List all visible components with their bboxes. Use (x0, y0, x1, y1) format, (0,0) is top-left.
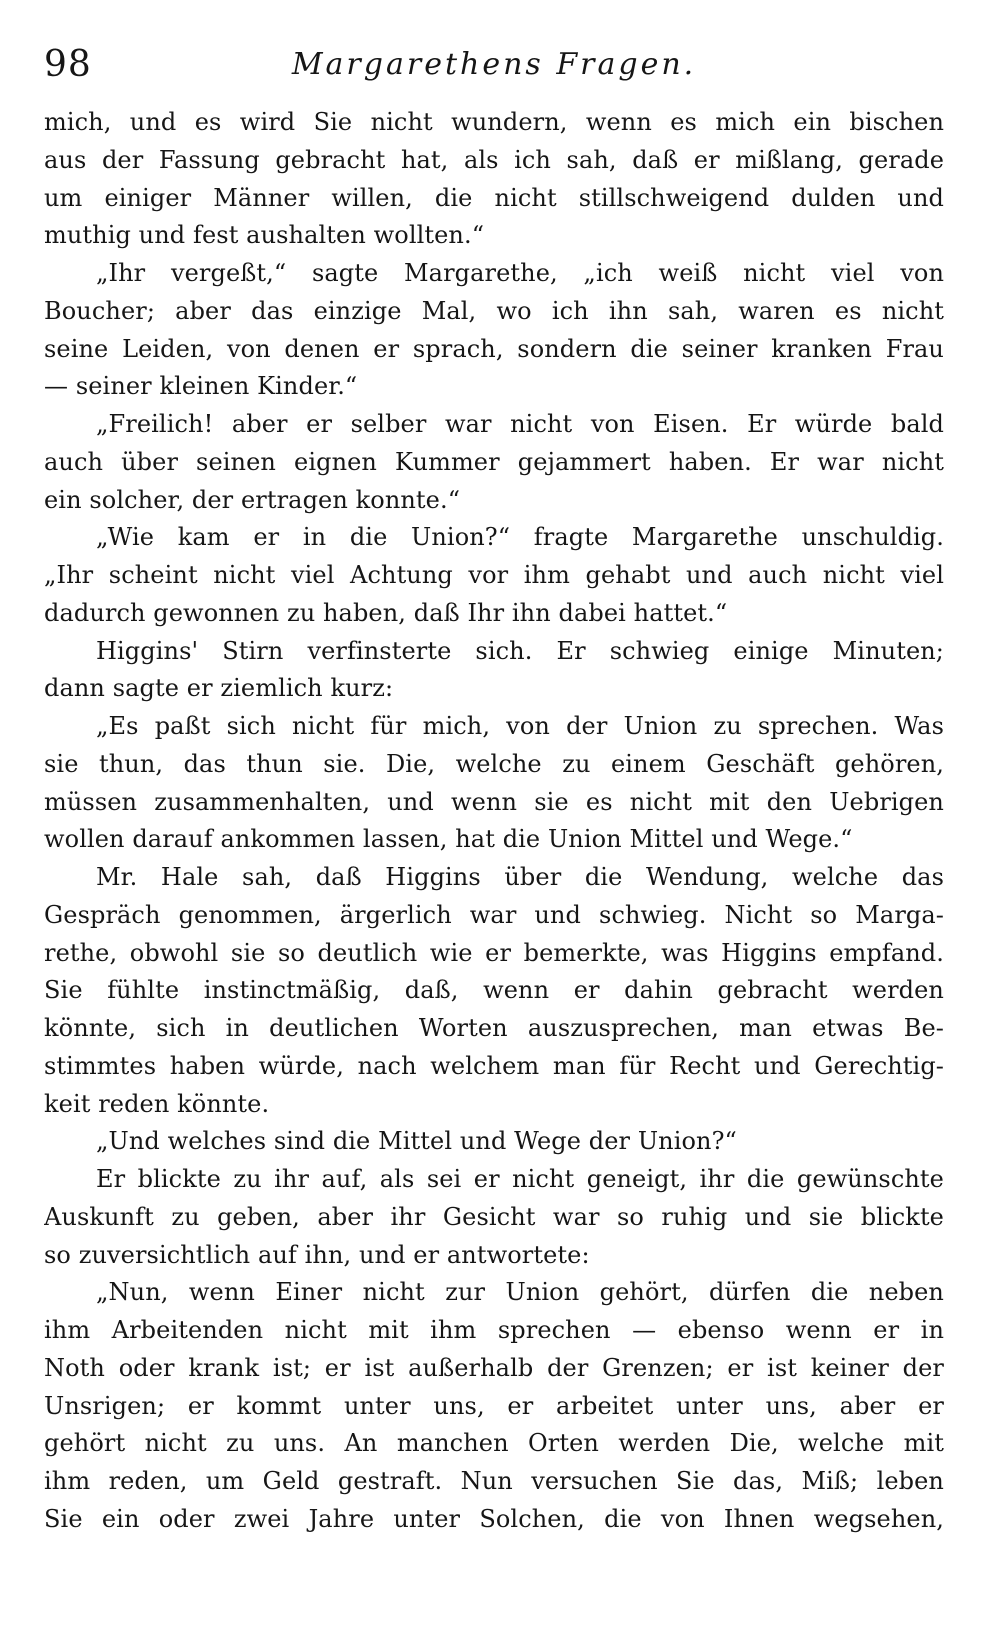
text-line: Auskunft zu geben, aber ihr Gesicht war so ruhig und sie blickte (44, 1202, 944, 1231)
text-line: so zuversichtlich auf ihn, und er antwortete: (44, 1240, 590, 1269)
text-line: ihm reden, um Geld gestraft. Nun versuchen Sie das, Miß; leben (44, 1467, 944, 1495)
text-line: sie thun, das thun sie. Die, welche zu einem Geschäft gehören, (44, 749, 944, 778)
text-line: seine Leiden, von denen er sprach, sondern die seiner kranken Frau (44, 334, 944, 363)
text-line: „Nun, wenn Einer nicht zur Union gehört, dürfen die neben (96, 1278, 944, 1307)
text-line: Gespräch genommen, ärgerlich war und schwieg. Nicht so Marga- (44, 900, 944, 929)
text-line: dadurch gewonnen zu haben, daß Ihr ihn dabei hattet.“ (44, 598, 728, 627)
text-line: dann sagte er ziemlich kurz: (44, 674, 394, 703)
text-line: auch über seinen eignen Kummer gejammert haben. Er war nicht (44, 447, 944, 476)
text-line: keit reden könnte. (44, 1089, 270, 1118)
text-line: Sie ein oder zwei Jahre unter Solchen, die von Ihnen wegsehen, (44, 1504, 944, 1533)
text-line: müssen zusammenhalten, und wenn sie es nicht mit den Uebrigen (44, 787, 944, 816)
text-line: könnte, sich in deutlichen Worten auszusprechen, man etwas Be- (44, 1014, 944, 1042)
text-line: gehört nicht zu uns. An manchen Orten werden Die, welche mit (44, 1429, 944, 1458)
page-header (44, 40, 944, 90)
text-line: muthig und fest aushalten wollten.“ (44, 221, 485, 250)
text-line: „Wie kam er in die Union?“ fragte Margarethe unschuldig. (96, 523, 944, 552)
text-line: Boucher; aber das einzige Mal, wo ich ihn sah, waren es nicht (44, 296, 944, 325)
text-line: Sie fühlte instinctmäßig, daß, wenn er dahin gebracht werden (44, 976, 944, 1005)
page-number: 98 (44, 44, 92, 85)
text-line: Er blickte zu ihr auf, als sei er nicht geneigt, ihr die gewünschte (96, 1165, 944, 1193)
text-line: Higgins' Stirn verfinsterte sich. Er schwieg einige Minuten; (96, 636, 944, 665)
text-line: Mr. Hale sah, daß Higgins über die Wendung, welche das (96, 863, 944, 891)
body-text (44, 104, 944, 1539)
text-line: „Ihr scheint nicht viel Achtung vor ihm gehabt und auch nicht viel (44, 561, 944, 589)
text-line: — seiner kleinen Kinder.“ (44, 372, 358, 401)
text-line: ein solcher, der ertragen konnte.“ (44, 485, 461, 514)
text-line: wollen darauf ankommen lassen, hat die Union Mittel und Wege.“ (44, 825, 853, 854)
text-line: Unsrigen; er kommt unter uns, er arbeitet unter uns, aber er (44, 1391, 944, 1420)
text-line: aus der Fassung gebracht hat, als ich sah, daß er mißlang, gerade (44, 145, 944, 174)
text-line: mich, und es wird Sie nicht wundern, wenn es mich ein bischen (44, 108, 944, 136)
running-title: Margarethens Fragen. (291, 47, 697, 82)
text-line: „Und welches sind die Mittel und Wege der Union?“ (96, 1127, 737, 1156)
text-line: Noth oder krank ist; er ist außerhalb der Grenzen; er ist keiner der (44, 1353, 944, 1382)
text-line: „Ihr vergeßt,“ sagte Margarethe, „ich weiß nicht viel von (96, 259, 944, 287)
text-line: „Es paßt sich nicht für mich, von der Union zu sprechen. Was (96, 712, 944, 740)
text-line: „Freilich! aber er selber war nicht von Eisen. Er würde bald (96, 410, 944, 438)
text-line: stimmtes haben würde, nach welchem man für Recht und Gerechtig- (44, 1051, 944, 1080)
text-line: um einiger Männer willen, die nicht stillschweigend dulden und (44, 183, 944, 212)
text-line: rethe, obwohl sie so deutlich wie er bemerkte, was Higgins empfand. (44, 938, 944, 967)
text-line: ihm Arbeitenden nicht mit ihm sprechen — ebenso wenn er in (44, 1316, 944, 1344)
